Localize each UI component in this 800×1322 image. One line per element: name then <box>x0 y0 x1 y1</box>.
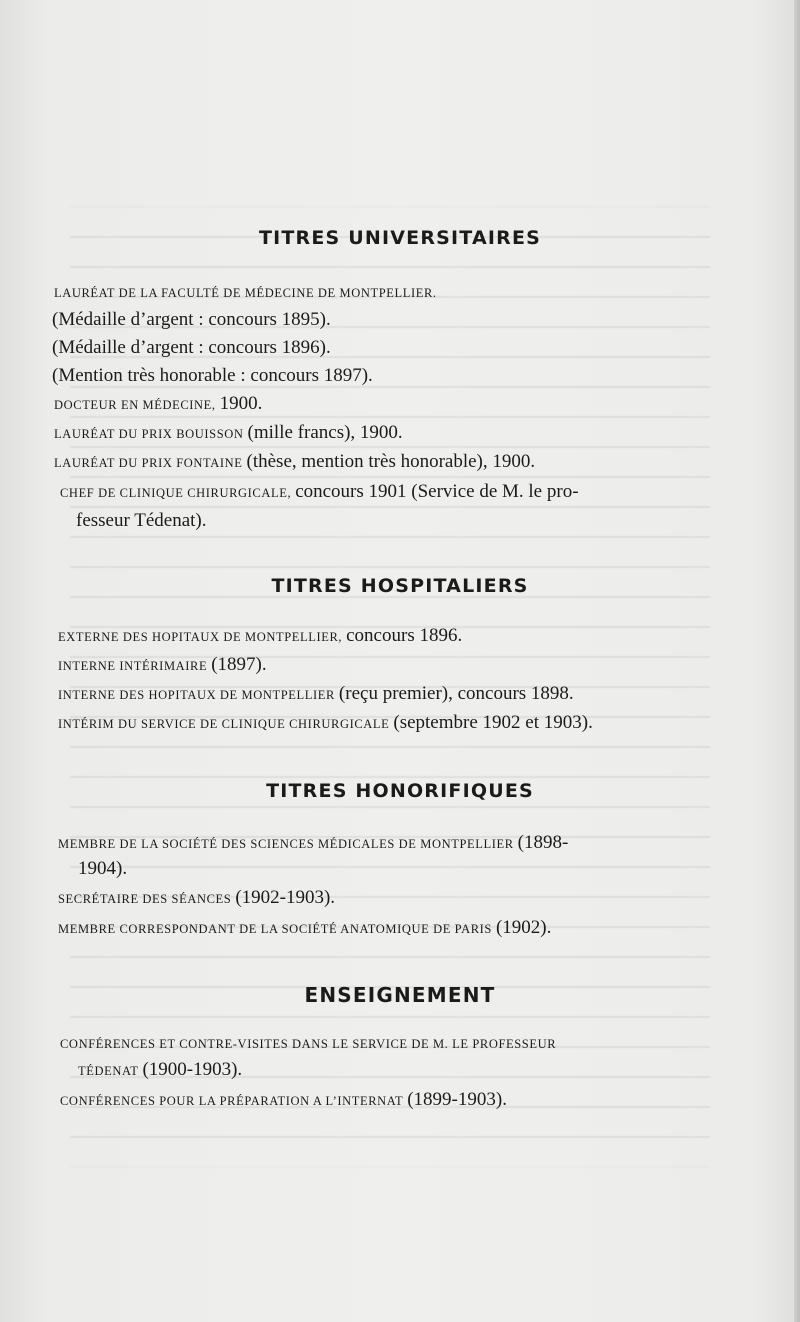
page-edge <box>794 0 800 1322</box>
entry-continuation: (1900-1903). <box>142 1059 243 1080</box>
entry-caps: LAURÉAT DU PRIX FONTAINE <box>54 456 243 470</box>
entry-membre-societe <box>58 833 568 852</box>
entry-conferences-contre-visites <box>60 1036 556 1052</box>
entry-caps: LAURÉAT DU PRIX BOUISSON <box>54 427 244 441</box>
entry-text: (Mention très honorable : concours 1897). <box>52 365 373 386</box>
entry-text: (thèse, mention très honorable), 1900. <box>246 451 536 472</box>
entry-caps: INTÉRIM DU SERVICE DE CLINIQUE CHIRURGICALE <box>58 717 390 731</box>
entry-membre-societe-continuation <box>78 859 127 878</box>
entry-interim-service <box>58 713 593 732</box>
entry-text: 1900. <box>219 393 263 414</box>
entry-continuation-caps: TÉDENAT <box>78 1064 139 1078</box>
entry-text: (septembre 1902 et 1903). <box>393 712 593 733</box>
entry-prix-bouisson <box>54 423 403 442</box>
entry-caps: CHEF DE CLINIQUE CHIRURGICALE, <box>60 486 292 500</box>
entry-text: (Médaille d’argent : concours 1896). <box>52 337 331 358</box>
section-title-universitaires: TITRES UNIVERSITAIRES <box>258 227 542 249</box>
section-title-enseignement: ENSEIGNEMENT <box>304 983 496 1007</box>
entry-text: (Médaille d’argent : concours 1895). <box>52 309 331 330</box>
entry-externe <box>58 626 462 645</box>
entry-text: (1902). <box>495 917 552 938</box>
entry-caps: CONFÉRENCES POUR LA PRÉPARATION A L’INTERNAT <box>60 1094 404 1108</box>
entry-caps: INTERNE INTÉRIMAIRE <box>58 659 208 673</box>
entry-text: (1898- <box>517 832 569 853</box>
entry-interne-interimaire <box>58 655 267 674</box>
entry-laureat-faculte <box>54 285 437 301</box>
entry-text: (1897). <box>211 654 267 675</box>
entry-caps: MEMBRE DE LA SOCIÉTÉ DES SCIENCES MÉDICALES DE MONTPELLIER <box>58 837 514 851</box>
entry-mention-1897 <box>52 366 373 385</box>
entry-membre-correspondant <box>58 918 551 937</box>
entry-text: (reçu premier), concours 1898. <box>338 683 574 704</box>
entry-caps: EXTERNE DES HOPITAUX DE MONTPELLIER, <box>58 630 343 644</box>
entry-interne-hopitaux <box>58 684 574 703</box>
entry-prix-fontaine <box>54 452 535 471</box>
entry-text: concours 1896. <box>346 625 463 646</box>
entry-text: concours 1901 (Service de M. le pro- <box>295 481 579 502</box>
section-title-honorifiques: TITRES HONORIFIQUES <box>266 780 534 802</box>
entry-caps: DOCTEUR EN MÉDECINE, <box>54 398 216 412</box>
entry-text: (1902-1903). <box>235 887 336 908</box>
entry-text: (1899-1903). <box>407 1089 507 1110</box>
entry-caps: INTERNE DES HOPITAUX DE MONTPELLIER <box>58 688 335 702</box>
entry-chef-clinique <box>60 482 579 501</box>
entry-conferences-continuation <box>78 1060 242 1079</box>
entry-caps: SECRÉTAIRE DES SÉANCES <box>58 892 232 906</box>
entry-text: (mille francs), 1900. <box>247 422 403 443</box>
entry-caps: LAURÉAT DE LA FACULTÉ DE MÉDECINE DE MONTPELLIER. <box>54 286 437 300</box>
entry-continuation: fesseur Tédenat). <box>76 510 207 531</box>
entry-caps: MEMBRE CORRESPONDANT DE LA SOCIÉTÉ ANATOMIQUE DE PARIS <box>58 922 492 936</box>
entry-secretaire <box>58 888 335 907</box>
entry-chef-clinique-continuation <box>76 511 206 530</box>
section-title-hospitaliers: TITRES HOSPITALIERS <box>271 575 529 597</box>
entry-medaille-1896 <box>52 338 331 357</box>
entry-docteur <box>54 394 262 413</box>
entry-conferences-internat <box>60 1090 507 1109</box>
entry-continuation: 1904). <box>78 858 128 879</box>
entry-medaille-1895 <box>52 310 331 329</box>
entry-caps: CONFÉRENCES ET CONTRE-VISITES DANS LE SERVICE DE M. LE PROFESSEUR <box>60 1037 557 1051</box>
